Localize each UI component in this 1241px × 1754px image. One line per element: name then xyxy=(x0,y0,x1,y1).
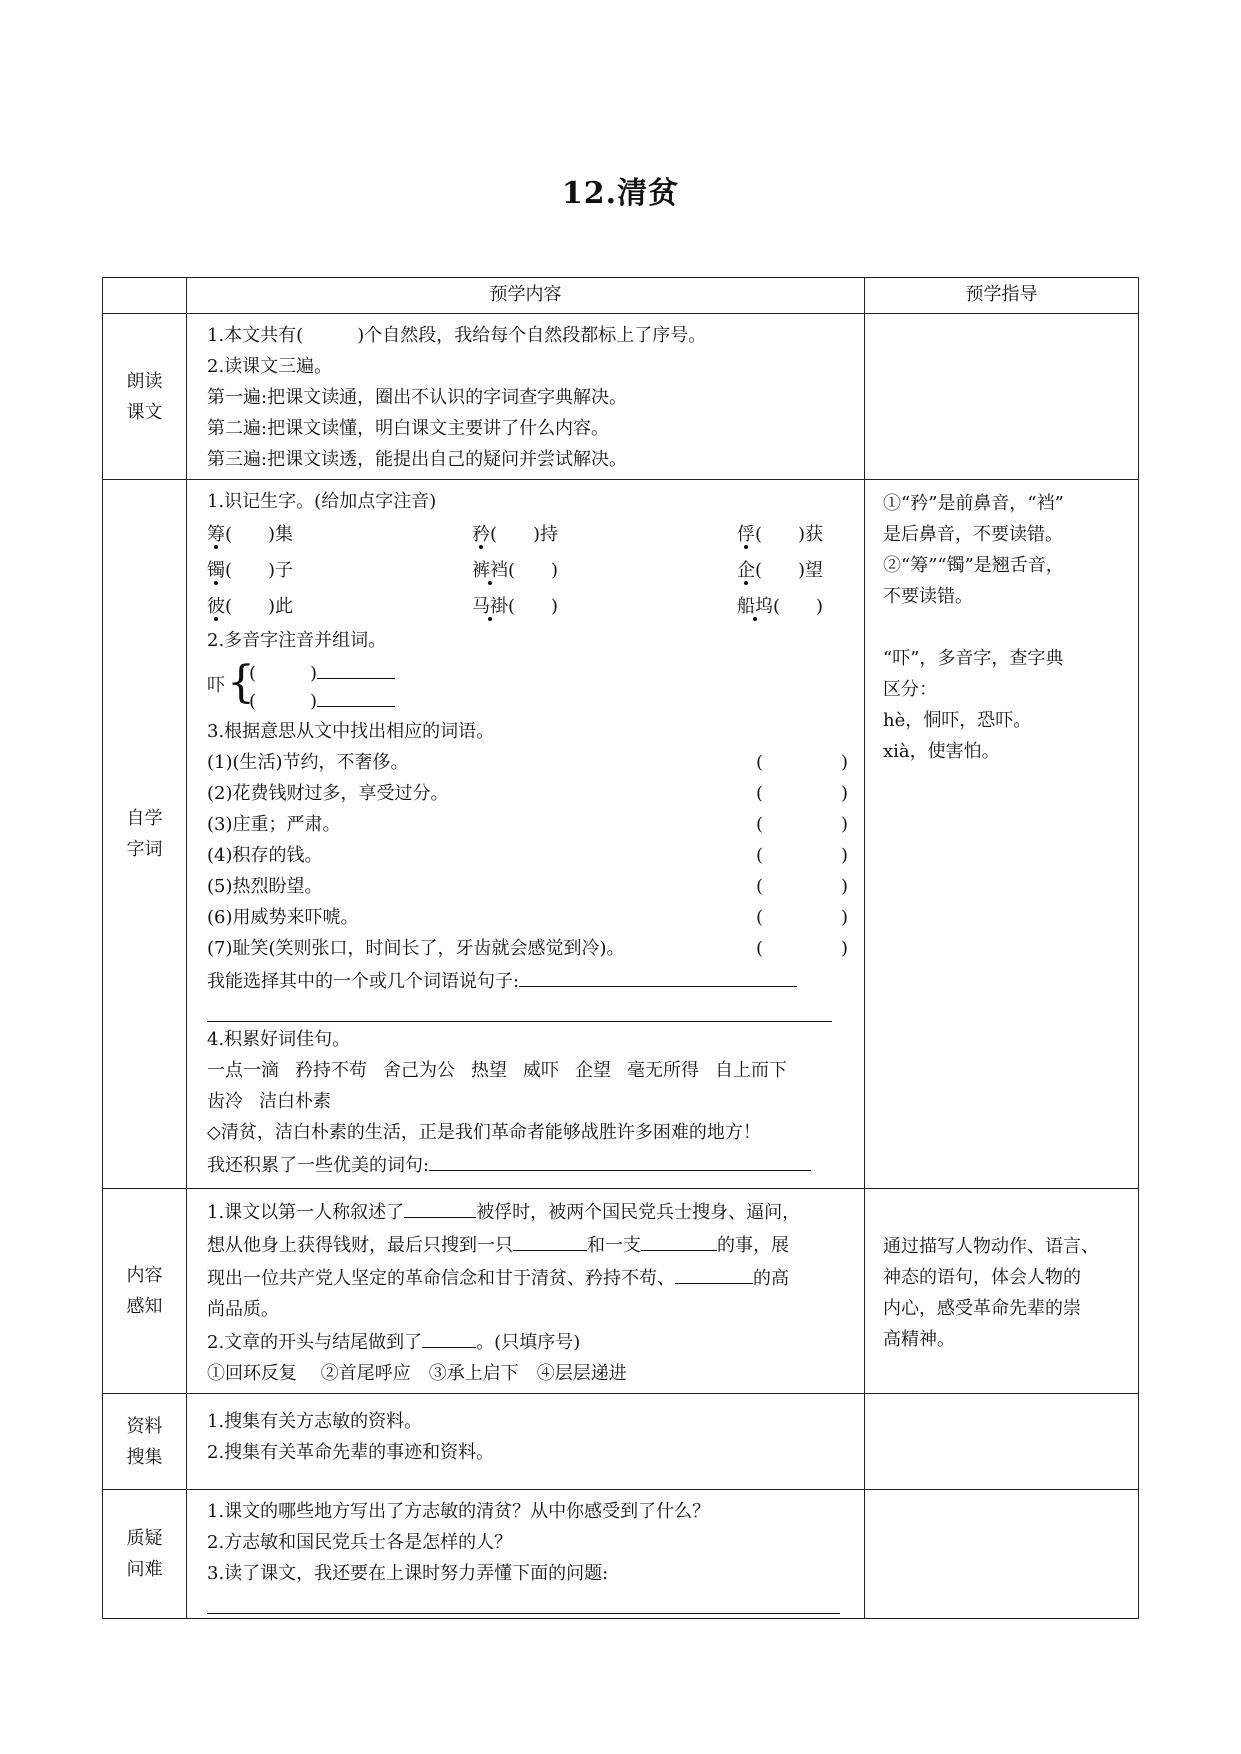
quote-sentence: ◇清贫，洁白朴素的生活，正是我们革命者能够战胜许多困难的地方！ xyxy=(207,1122,761,1143)
header-content: 预学内容 xyxy=(187,278,865,314)
read-content xyxy=(187,314,865,480)
char-item: 彼( )此 xyxy=(207,596,294,617)
meaning-item: (6)用威势来吓唬。 ( ) xyxy=(207,907,848,928)
char-item: 筹( )集 xyxy=(207,524,294,545)
collect-line: 1.搜集有关方志敏的资料。 xyxy=(207,1411,423,1432)
good-words-row: 齿冷 洁白朴素 xyxy=(207,1091,331,1112)
page-title: 12.清贫 xyxy=(561,176,680,211)
meaning-item: (5)热烈盼望。 ( ) xyxy=(207,876,848,897)
words-guide: ①“矜”是前鼻音，“裆” 是后鼻音，不要读错。 ②“筹”“镯”是翘舌音， 不要读错。 “吓”，多音字，查字典 区分： hè，恫吓，恐吓。 xià，使害怕。 xyxy=(865,480,1139,1189)
collect-content xyxy=(187,1394,865,1490)
answer-options: ①回环反复 ②首尾呼应 ③承上启下 ④层层递进 xyxy=(207,1363,627,1384)
row-label-content: 内容 感知 xyxy=(103,1189,187,1394)
read-line: 第二遍:把课文读懂，明白课文主要讲了什么内容。 xyxy=(207,418,610,439)
char-item: 船坞( ) xyxy=(737,596,824,617)
words-content xyxy=(187,480,865,1189)
read-line: 第一遍:把课文读通，圈出不认识的字词查字典解决。 xyxy=(207,387,628,408)
question-1: 1.识记生字。(给加点字注音) xyxy=(207,491,437,512)
meaning-item: (7)耻笑(笑则张口，时间长了，牙齿就会感觉到冷)。 ( ) xyxy=(207,938,848,959)
row-read-text xyxy=(103,314,1139,480)
row-material-collection xyxy=(103,1394,1139,1490)
table-header-row xyxy=(103,278,1139,314)
polyphone-row: ( ) xyxy=(249,656,395,688)
question-line: 1.课文的哪些地方写出了方志敏的清贫？从中你感受到了什么？ xyxy=(207,1501,711,1522)
question-guide xyxy=(865,1490,1139,1619)
answer-line xyxy=(207,997,832,1022)
collect-guide xyxy=(865,1394,1139,1490)
accumulate-prompt: 我还积累了一些优美的词句: xyxy=(207,1148,852,1181)
header-empty-cell xyxy=(103,278,187,314)
char-item: 马褂( ) xyxy=(472,596,559,617)
content-line: 1.课文以第一人称叙述了 被俘时，被两个国民党兵士搜身、逼问， xyxy=(207,1195,852,1228)
question-3: 3.根据意思从文中找出相应的词语。 xyxy=(207,721,495,742)
char-item: 企( )望 xyxy=(737,560,824,581)
read-guide xyxy=(865,314,1139,480)
sentence-prompt: 我能选择其中的一个或几个词语说句子: xyxy=(207,964,852,997)
question-content xyxy=(187,1490,865,1619)
meaning-item: (1)(生活)节约，不奢侈。 ( ) xyxy=(207,752,848,773)
content-line: 2.文章的开头与结尾做到了 。(只填序号) xyxy=(207,1325,852,1358)
row-label-question: 质疑 问难 xyxy=(103,1490,187,1619)
content-line: 想从他身上获得钱财，最后只搜到一只 和一支 的事，展 xyxy=(207,1228,852,1261)
question-line: 3.读了课文，我还要在上课时努力弄懂下面的问题: xyxy=(207,1563,609,1584)
question-2: 2.多音字注音并组词。 xyxy=(207,630,387,651)
char-item: 裤裆( ) xyxy=(472,560,559,581)
row-label-collect: 资料 搜集 xyxy=(103,1394,187,1490)
row-self-study-words xyxy=(103,480,1139,1189)
content-body xyxy=(187,1189,865,1394)
brace-icon: { xyxy=(227,657,255,708)
collect-line: 2.搜集有关革命先辈的事迹和资料。 xyxy=(207,1442,495,1463)
read-line: 1.本文共有( )个自然段，我给每个自然段都标上了序号。 xyxy=(207,325,707,346)
question-4: 4.积累好词佳句。 xyxy=(207,1029,351,1050)
good-words-row: 一点一滴 矜持不苟 舍己为公 热望 威吓 企望 毫无所得 自上而下 xyxy=(207,1060,787,1081)
row-label-read: 朗读 课文 xyxy=(103,314,187,480)
char-item: 镯( )子 xyxy=(207,560,294,581)
content-line: 现出一位共产党人坚定的革命信念和甘于清贫、矜持不苟、 的高 xyxy=(207,1261,852,1294)
answer-line xyxy=(207,1589,840,1614)
row-questions xyxy=(103,1490,1139,1619)
question-line: 2.方志敏和国民党兵士各是怎样的人？ xyxy=(207,1532,513,1553)
meaning-item: (4)积存的钱。 ( ) xyxy=(207,845,848,866)
read-line: 第三遍:把课文读透，能提出自己的疑问并尝试解决。 xyxy=(207,449,628,470)
row-content-perception xyxy=(103,1189,1139,1394)
polyphone-char: 吓 xyxy=(207,675,225,696)
meaning-item: (3)庄重；严肃。 ( ) xyxy=(207,814,848,835)
meaning-item: (2)花费钱财过多，享受过分。 ( ) xyxy=(207,783,848,804)
content-guide: 通过描写人物动作、语言、 神态的语句，体会人物的 内心，感受革命先辈的崇 高精神。 xyxy=(865,1189,1139,1394)
polyphone-block xyxy=(207,656,852,716)
header-guide: 预学指导 xyxy=(865,278,1139,314)
preview-table xyxy=(102,277,1139,1619)
row-label-words: 自学 字词 xyxy=(103,480,187,1189)
polyphone-row: ( ) xyxy=(249,684,395,716)
content-line: 尚品质。 xyxy=(207,1299,279,1320)
char-grid xyxy=(207,517,852,625)
char-item: 俘( )获 xyxy=(737,524,824,545)
read-line: 2.读课文三遍。 xyxy=(207,356,333,377)
char-item: 矜( )持 xyxy=(472,524,559,545)
